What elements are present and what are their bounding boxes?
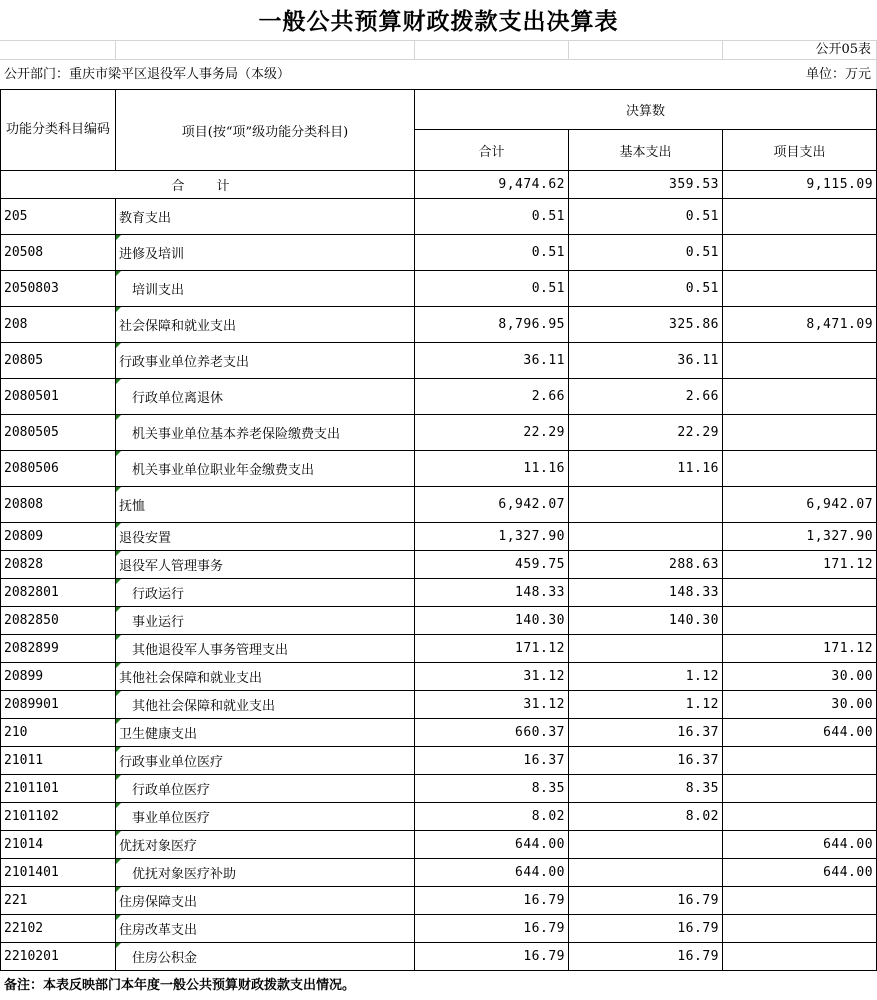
table-row bbox=[1, 607, 877, 635]
cell-marker-icon bbox=[116, 415, 121, 420]
row-code: 2210201 bbox=[1, 943, 116, 971]
table-code: 公开05表 bbox=[815, 42, 871, 57]
row-name: 机关事业单位职业年金缴费支出 bbox=[116, 451, 415, 487]
table-row bbox=[1, 859, 877, 887]
cell-marker-icon bbox=[116, 859, 121, 864]
row-total: 0.51 bbox=[415, 271, 569, 307]
header-project: 项目支出 bbox=[723, 130, 877, 171]
cell-marker-icon bbox=[116, 803, 121, 808]
row-project bbox=[723, 415, 877, 451]
header-total: 合计 bbox=[415, 130, 569, 171]
row-total: 31.12 bbox=[415, 663, 569, 691]
row-code: 2101101 bbox=[1, 775, 116, 803]
row-code: 21011 bbox=[1, 747, 116, 775]
row-code: 210 bbox=[1, 719, 116, 747]
row-total: 16.79 bbox=[415, 915, 569, 943]
row-project bbox=[723, 271, 877, 307]
row-project: 30.00 bbox=[723, 663, 877, 691]
row-basic: 16.37 bbox=[569, 719, 723, 747]
table-row bbox=[1, 235, 877, 271]
row-total: 16.79 bbox=[415, 887, 569, 915]
row-project: 171.12 bbox=[723, 551, 877, 579]
row-code: 2082899 bbox=[1, 635, 116, 663]
row-name: 住房公积金 bbox=[116, 943, 415, 971]
total-basic: 359.53 bbox=[569, 171, 723, 199]
row-basic: 16.79 bbox=[569, 915, 723, 943]
table-row bbox=[1, 379, 877, 415]
row-name: 卫生健康支出 bbox=[116, 719, 415, 747]
row-name: 行政事业单位养老支出 bbox=[116, 343, 415, 379]
table-row bbox=[1, 551, 877, 579]
row-total: 171.12 bbox=[415, 635, 569, 663]
header-final: 决算数 bbox=[415, 90, 877, 130]
row-name: 优抚对象医疗 bbox=[116, 831, 415, 859]
cell-marker-icon bbox=[116, 379, 121, 384]
grid-line bbox=[722, 40, 723, 60]
row-name: 抚恤 bbox=[116, 487, 415, 523]
row-total: 31.12 bbox=[415, 691, 569, 719]
table-row bbox=[1, 451, 877, 487]
row-basic bbox=[569, 831, 723, 859]
row-code: 2050803 bbox=[1, 271, 116, 307]
row-basic: 0.51 bbox=[569, 271, 723, 307]
row-name: 退役军人管理事务 bbox=[116, 551, 415, 579]
header-code: 功能分类科目编码 bbox=[1, 90, 116, 171]
cell-marker-icon bbox=[116, 487, 121, 492]
row-total: 0.51 bbox=[415, 235, 569, 271]
row-code: 22102 bbox=[1, 915, 116, 943]
row-basic: 22.29 bbox=[569, 415, 723, 451]
row-code: 20899 bbox=[1, 663, 116, 691]
total-sum: 9,474.62 bbox=[415, 171, 569, 199]
table-row bbox=[1, 487, 877, 523]
cell-marker-icon bbox=[116, 635, 121, 640]
row-total: 36.11 bbox=[415, 343, 569, 379]
table-row bbox=[1, 199, 877, 235]
row-project: 171.12 bbox=[723, 635, 877, 663]
row-name: 住房保障支出 bbox=[116, 887, 415, 915]
row-code: 208 bbox=[1, 307, 116, 343]
cell-marker-icon bbox=[116, 887, 121, 892]
cell-marker-icon bbox=[116, 579, 121, 584]
row-basic: 288.63 bbox=[569, 551, 723, 579]
cell-marker-icon bbox=[116, 719, 121, 724]
row-code: 20809 bbox=[1, 523, 116, 551]
row-total: 644.00 bbox=[415, 831, 569, 859]
table-row bbox=[1, 887, 877, 915]
table-row bbox=[1, 691, 877, 719]
table-row bbox=[1, 663, 877, 691]
row-project bbox=[723, 343, 877, 379]
row-total: 1,327.90 bbox=[415, 523, 569, 551]
cell-marker-icon bbox=[116, 271, 121, 276]
table-row bbox=[1, 523, 877, 551]
row-code: 2101102 bbox=[1, 803, 116, 831]
cell-marker-icon bbox=[116, 691, 121, 696]
grid-line bbox=[568, 40, 569, 60]
table-row bbox=[1, 579, 877, 607]
table-row bbox=[1, 719, 877, 747]
page-title: 一般公共预算财政拨款支出决算表 bbox=[258, 8, 619, 35]
row-code: 21014 bbox=[1, 831, 116, 859]
row-basic: 148.33 bbox=[569, 579, 723, 607]
row-name: 行政单位离退休 bbox=[116, 379, 415, 415]
row-code: 2101401 bbox=[1, 859, 116, 887]
row-code: 20805 bbox=[1, 343, 116, 379]
row-project bbox=[723, 199, 877, 235]
row-name: 社会保障和就业支出 bbox=[116, 307, 415, 343]
cell-marker-icon bbox=[116, 943, 121, 948]
row-basic: 11.16 bbox=[569, 451, 723, 487]
row-total: 660.37 bbox=[415, 719, 569, 747]
row-project bbox=[723, 747, 877, 775]
row-basic: 325.86 bbox=[569, 307, 723, 343]
row-project bbox=[723, 607, 877, 635]
table-row bbox=[1, 747, 877, 775]
row-project bbox=[723, 579, 877, 607]
row-name: 其他社会保障和就业支出 bbox=[116, 691, 415, 719]
row-basic: 2.66 bbox=[569, 379, 723, 415]
row-name: 住房改革支出 bbox=[116, 915, 415, 943]
row-basic: 16.37 bbox=[569, 747, 723, 775]
row-project: 1,327.90 bbox=[723, 523, 877, 551]
table-row bbox=[1, 307, 877, 343]
grid-line bbox=[0, 40, 877, 41]
row-name: 事业运行 bbox=[116, 607, 415, 635]
row-total: 6,942.07 bbox=[415, 487, 569, 523]
row-basic bbox=[569, 635, 723, 663]
row-project bbox=[723, 235, 877, 271]
header-item: 项目(按“项”级功能分类科目) bbox=[116, 90, 415, 171]
grid-line bbox=[115, 40, 116, 60]
row-basic: 140.30 bbox=[569, 607, 723, 635]
row-basic: 36.11 bbox=[569, 343, 723, 379]
row-total: 459.75 bbox=[415, 551, 569, 579]
row-code: 2080505 bbox=[1, 415, 116, 451]
header-basic: 基本支出 bbox=[569, 130, 723, 171]
row-name: 退役安置 bbox=[116, 523, 415, 551]
cell-marker-icon bbox=[116, 663, 121, 668]
row-project bbox=[723, 775, 877, 803]
cell-marker-icon bbox=[116, 607, 121, 612]
table-row bbox=[1, 915, 877, 943]
row-basic: 16.79 bbox=[569, 943, 723, 971]
row-code: 20808 bbox=[1, 487, 116, 523]
row-total: 148.33 bbox=[415, 579, 569, 607]
row-name: 行政事业单位医疗 bbox=[116, 747, 415, 775]
row-project: 644.00 bbox=[723, 831, 877, 859]
total-label: 合 计 bbox=[1, 171, 415, 199]
row-basic: 8.35 bbox=[569, 775, 723, 803]
cell-marker-icon bbox=[116, 523, 121, 528]
table-row bbox=[1, 831, 877, 859]
row-name: 其他社会保障和就业支出 bbox=[116, 663, 415, 691]
row-project: 30.00 bbox=[723, 691, 877, 719]
row-total: 16.79 bbox=[415, 943, 569, 971]
row-project bbox=[723, 943, 877, 971]
row-total: 22.29 bbox=[415, 415, 569, 451]
row-name: 事业单位医疗 bbox=[116, 803, 415, 831]
row-code: 20828 bbox=[1, 551, 116, 579]
cell-marker-icon bbox=[116, 235, 121, 240]
row-total: 8,796.95 bbox=[415, 307, 569, 343]
table-row bbox=[1, 775, 877, 803]
row-code: 2089901 bbox=[1, 691, 116, 719]
grid-line bbox=[414, 40, 415, 60]
row-total: 140.30 bbox=[415, 607, 569, 635]
row-project bbox=[723, 887, 877, 915]
cell-marker-icon bbox=[116, 451, 121, 456]
table-row bbox=[1, 803, 877, 831]
cell-marker-icon bbox=[116, 831, 121, 836]
row-project bbox=[723, 379, 877, 415]
row-project: 644.00 bbox=[723, 719, 877, 747]
table-row bbox=[1, 635, 877, 663]
row-project: 644.00 bbox=[723, 859, 877, 887]
cell-marker-icon bbox=[116, 747, 121, 752]
row-name: 培训支出 bbox=[116, 271, 415, 307]
department-label: 公开部门：重庆市梁平区退役军人事务局（本级） bbox=[4, 67, 291, 82]
row-name: 行政运行 bbox=[116, 579, 415, 607]
row-project: 8,471.09 bbox=[723, 307, 877, 343]
row-project bbox=[723, 451, 877, 487]
row-name: 其他退役军人事务管理支出 bbox=[116, 635, 415, 663]
row-name: 进修及培训 bbox=[116, 235, 415, 271]
unit-label: 单位：万元 bbox=[805, 67, 871, 82]
row-code: 205 bbox=[1, 199, 116, 235]
cell-marker-icon bbox=[116, 343, 121, 348]
total-row bbox=[1, 171, 877, 199]
cell-marker-icon bbox=[116, 775, 121, 780]
row-code: 2080506 bbox=[1, 451, 116, 487]
row-total: 2.66 bbox=[415, 379, 569, 415]
row-basic: 0.51 bbox=[569, 199, 723, 235]
cell-marker-icon bbox=[116, 551, 121, 556]
row-project bbox=[723, 915, 877, 943]
row-name: 机关事业单位基本养老保险缴费支出 bbox=[116, 415, 415, 451]
row-basic: 8.02 bbox=[569, 803, 723, 831]
table-row bbox=[1, 415, 877, 451]
row-basic bbox=[569, 523, 723, 551]
footnote: 备注：本表反映部门本年度一般公共预算财政拨款支出情况。 bbox=[4, 978, 356, 993]
row-total: 16.37 bbox=[415, 747, 569, 775]
row-project bbox=[723, 803, 877, 831]
row-code: 20508 bbox=[1, 235, 116, 271]
table-row bbox=[1, 343, 877, 379]
total-project: 9,115.09 bbox=[723, 171, 877, 199]
table-row bbox=[1, 271, 877, 307]
row-total: 8.35 bbox=[415, 775, 569, 803]
row-total: 644.00 bbox=[415, 859, 569, 887]
table-row bbox=[1, 943, 877, 971]
row-project: 6,942.07 bbox=[723, 487, 877, 523]
row-basic: 16.79 bbox=[569, 887, 723, 915]
row-basic bbox=[569, 859, 723, 887]
row-basic: 0.51 bbox=[569, 235, 723, 271]
row-basic bbox=[569, 487, 723, 523]
row-name: 优抚对象医疗补助 bbox=[116, 859, 415, 887]
row-code: 221 bbox=[1, 887, 116, 915]
row-name: 教育支出 bbox=[116, 199, 415, 235]
cell-marker-icon bbox=[116, 307, 121, 312]
row-name: 行政单位医疗 bbox=[116, 775, 415, 803]
row-total: 8.02 bbox=[415, 803, 569, 831]
row-code: 2080501 bbox=[1, 379, 116, 415]
row-code: 2082801 bbox=[1, 579, 116, 607]
expenditure-table bbox=[0, 89, 877, 971]
row-basic: 1.12 bbox=[569, 663, 723, 691]
cell-marker-icon bbox=[116, 915, 121, 920]
row-total: 0.51 bbox=[415, 199, 569, 235]
row-total: 11.16 bbox=[415, 451, 569, 487]
row-code: 2082850 bbox=[1, 607, 116, 635]
row-basic: 1.12 bbox=[569, 691, 723, 719]
